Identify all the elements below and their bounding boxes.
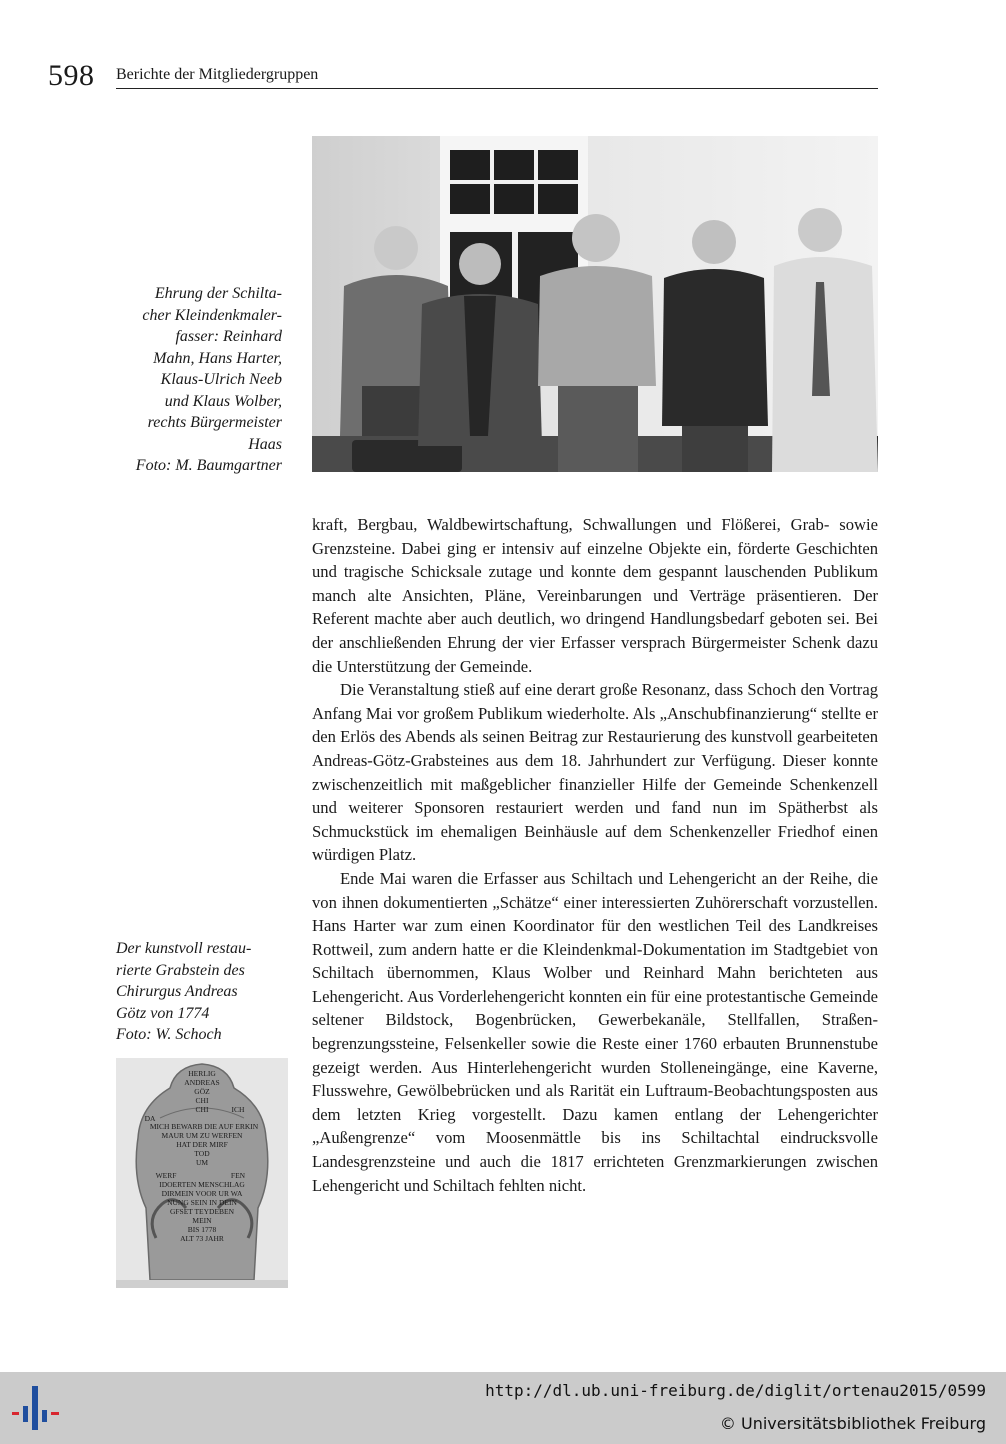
- caption-line: fasser: Reinhard: [175, 328, 282, 345]
- caption-line: cher Kleindenkmaler-: [142, 306, 282, 324]
- caption-line: Haas: [248, 435, 282, 453]
- inscription-text: DA: [144, 1114, 156, 1123]
- copyright-text: © Universitätsbibliothek Freiburg: [719, 1414, 986, 1433]
- inscription-text: HERLIG: [188, 1069, 216, 1078]
- paragraph: Die Veranstaltung stieß auf eine derart große Resonanz, dass Schoch den Vortrag Anfang Mai vor großem Publikum wiederholte. Als „Anschubfinanzierung“ stellte er den Erlös des Abends als seinen Beitrag zur Restaurierung des kunstvoll gearbeiteten Andreas-Götz-Grabsteines aus dem 18. Jahrhundert zur Verfügung. Dieser konnte zwischenzeitlich mit maßgeblicher finanzieller Hilfe der Gemeinde Schenkenzell und weiterer Sponsoren restauriert werden und fand nun im Spätherbst als Schmuckstück im ehemaligen Beinhäusle auf dem Schenkenzeller Friedhof einen würdigen Platz.: [312, 680, 878, 865]
- caption-line: und Klaus Wolber,: [164, 392, 282, 410]
- inscription-text: NUNG SEIN IN DEIN: [167, 1198, 237, 1207]
- group-photo: [312, 136, 878, 472]
- inscription-text: DIRMEIN VOOR UR WA: [161, 1189, 243, 1198]
- inscription-text: MEIN: [192, 1216, 212, 1225]
- caption-line: Der kunstvoll restau-: [116, 940, 252, 957]
- caption-line: Klaus-Ulrich Neeb: [160, 371, 282, 388]
- inscription-text: GFSET TEYDEBEN: [169, 1207, 235, 1216]
- inscription-text: TOD: [194, 1149, 210, 1158]
- caption-line: rechts Bürgermeister: [147, 414, 282, 431]
- running-title: Berichte der Mitgliedergruppen: [116, 66, 319, 83]
- source-url-link[interactable]: http://dl.ub.uni-freiburg.de/diglit/ortenau2015/0599: [485, 1381, 986, 1400]
- inscription-text: WERF: [155, 1171, 177, 1180]
- photo-caption: [112, 283, 282, 477]
- caption-line: Chirurgus Andreas: [116, 983, 238, 1000]
- inscription-text: CHI: [195, 1105, 209, 1114]
- caption-line: Mahn, Hans Harter,: [153, 349, 282, 367]
- paragraph: kraft, Bergbau, Waldbewirtschaftung, Schwallungen und Flößerei, Grab- sowie Grenzsteine. Dabei ging er intensiv auf einzelne Objekte ein, förderte Geschichten und tragische Schicksale zutage und konnte dem gespannt lauschenden Publikum manch alte Ansichten, Pläne, Vereinbarungen und Verträge präsentieren. Der Referent machte aber auch deutlich, wo dringend Handlungsbedarf geboten sei. Bei der anschließenden Ehrung der vier Erfasser versprach Bürgermeister Schenk dazu die Unterstützung der Gemeinde.: [312, 515, 878, 676]
- inscription-text: FEN: [230, 1171, 246, 1180]
- inscription-text: BIS 1778: [187, 1225, 217, 1234]
- caption-line: Götz von 1774: [116, 1004, 210, 1022]
- footer-bar: [0, 1372, 1006, 1444]
- ub-freiburg-logo-icon: [12, 1386, 64, 1430]
- header-rule: [116, 88, 878, 89]
- inscription-text: ALT 73 JAHR: [180, 1234, 224, 1243]
- caption-line: Foto: W. Schoch: [116, 1026, 222, 1043]
- page-number: 598: [48, 59, 95, 92]
- article-body: [312, 513, 878, 1197]
- inscription-text: UM: [195, 1158, 209, 1167]
- inscription-text: ICH: [231, 1105, 245, 1114]
- paragraph: Ende Mai waren die Erfasser aus Schiltach und Lehengericht an der Reihe, die von ihnen dokumentierten „Schätze“ einer interessierten Zuhörerschaft vorzustellen. Hans Harter war zum einen Koordinator für den westlichen Teil des Landkreises Rottweil, zum andern hatte er die Kleindenkmal-Dokumentation im Stadtgebiet von Schiltach übernommen, Klaus Wolber und Reinhard Mahn berichteten aus Lehengericht. Aus Vorderlehengericht konnten ein für eine protestantische Gemeinde seltener Bildstock, Bogenbrücken, Gewerbekanäle, Stellfallen, Straßenbegrenzungssteine, Felsenkeller sowie die Reste einer 1760 erbauten Brunnenstube gezeigt werden. Aus Hinterlehengericht wurden Stolleneingänge, eine Kaverne, Flusswehre, Gewölbebrücken und als Rarität ein Luftraum-Beobachtungsposten aus dem letzten Krieg vorgestellt. Dazu kamen entlang der Lehengerichter „Außengrenze“ vom Moosenmättle bis ins Schiltachtal eindrucksvolle Landesgrenzsteine und auch die 1817 errichteten Grenzmarkierungen zwischen Lehengericht und Schiltach fehlten nicht.: [312, 868, 878, 1195]
- caption-line: Foto: M. Baumgartner: [135, 457, 282, 474]
- inscription-text: HAT DER MIRF: [176, 1140, 228, 1149]
- tombstone-caption: [116, 938, 296, 1046]
- inscription-text: ANDREAS: [184, 1078, 220, 1087]
- inscription-text: MAUR UM ZU WERFEN: [161, 1131, 243, 1140]
- inscription-text: MICH BEWARB DIE AUF ERKIN: [149, 1122, 259, 1131]
- inscription-text: GÖZ: [194, 1087, 210, 1096]
- inscription-text: IDOERTEN MENSCHLAG: [159, 1180, 245, 1189]
- caption-line: rierte Grabstein des: [116, 961, 245, 979]
- caption-line: Ehrung der Schilta-: [154, 285, 282, 302]
- inscription-text: CHI: [195, 1096, 209, 1105]
- tombstone-photo: [116, 1058, 288, 1288]
